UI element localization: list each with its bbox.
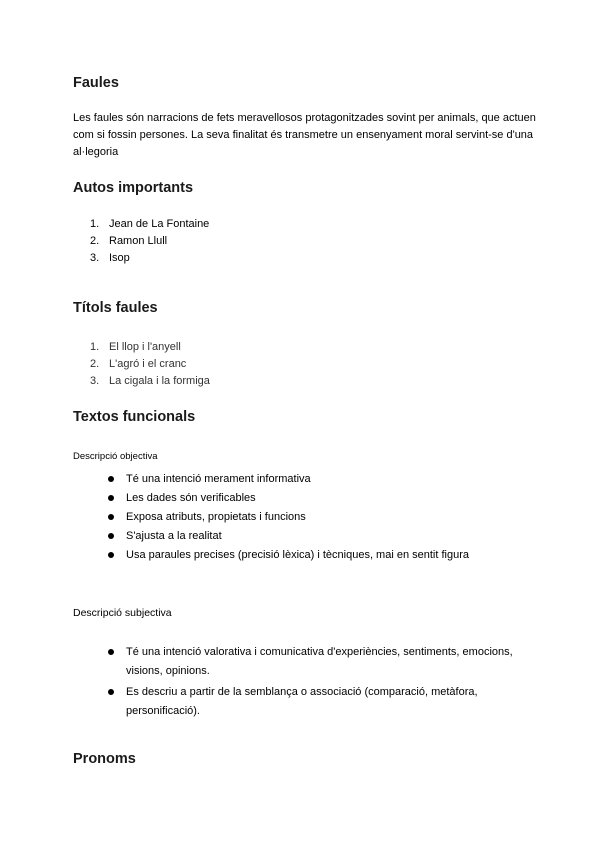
list-item xyxy=(107,489,469,508)
list-item-text: Usa paraules precises (precisió lèxica) i tècniques, mai en sentit figura xyxy=(126,549,469,561)
list-item-text: Es descriu a partir de la semblança o associació (comparació, metàfora, personificació). xyxy=(126,686,478,717)
subjectiva-subheading: Descripció subjectiva xyxy=(73,607,172,619)
list-item xyxy=(90,233,209,250)
textos-heading: Textos funcionals xyxy=(73,409,196,425)
bullet-icon xyxy=(108,552,114,558)
list-item xyxy=(90,356,210,373)
list-item xyxy=(107,470,469,489)
list-item-text: L'agró i el cranc xyxy=(109,358,187,370)
list-item xyxy=(90,373,210,390)
autors-heading: Autos importants xyxy=(73,180,194,196)
titols-list xyxy=(90,339,210,390)
list-item-text: Té una intenció merament informativa xyxy=(126,473,311,485)
bullet-icon xyxy=(108,514,114,520)
list-item-text: Isop xyxy=(109,252,130,264)
list-item-text: Jean de La Fontaine xyxy=(109,218,210,230)
list-item-text: Ramon Llull xyxy=(109,235,168,247)
faules-heading: Faules xyxy=(73,75,119,91)
list-item xyxy=(90,339,210,356)
subjectiva-list xyxy=(107,643,517,723)
list-item xyxy=(107,643,517,681)
bullet-icon xyxy=(108,495,114,501)
bullet-icon xyxy=(108,533,114,539)
list-number: 1. xyxy=(90,218,100,230)
list-item-text: Les dades són verificables xyxy=(126,492,256,504)
list-number: 2. xyxy=(90,235,100,247)
list-number: 3. xyxy=(90,375,100,387)
list-item xyxy=(90,250,209,267)
list-number: 3. xyxy=(90,252,100,264)
bullet-icon xyxy=(108,649,114,655)
faules-paragraph: Les faules són narracions de fets meravellosos protagonitzades sovint per animals, que actuen com si fossin persones. La seva finalitat és transmetre un ensenyament moral servint-se d'una al·legoria xyxy=(73,112,536,158)
list-number: 2. xyxy=(90,358,100,370)
list-item xyxy=(107,683,517,721)
list-item-text: Exposa atributs, propietats i funcions xyxy=(126,511,306,523)
objectiva-list xyxy=(107,470,469,565)
list-item-text: S'ajusta a la realitat xyxy=(126,530,222,542)
autors-list xyxy=(90,216,209,267)
list-item-text: El llop i l'anyell xyxy=(109,341,181,353)
list-number: 1. xyxy=(90,341,100,353)
titols-heading: Títols faules xyxy=(73,300,158,316)
list-item xyxy=(107,527,469,546)
list-item xyxy=(107,508,469,527)
bullet-icon xyxy=(108,689,114,695)
list-item-text: La cigala i la formiga xyxy=(109,375,210,387)
list-item xyxy=(90,216,209,233)
list-item-text: Té una intenció valorativa i comunicativa d'experiències, sentiments, emocions, visions, opinions. xyxy=(126,646,513,677)
pronoms-heading: Pronoms xyxy=(73,751,136,767)
bullet-icon xyxy=(108,476,114,482)
objectiva-subheading: Descripció objectiva xyxy=(73,451,158,462)
list-item xyxy=(107,546,469,565)
